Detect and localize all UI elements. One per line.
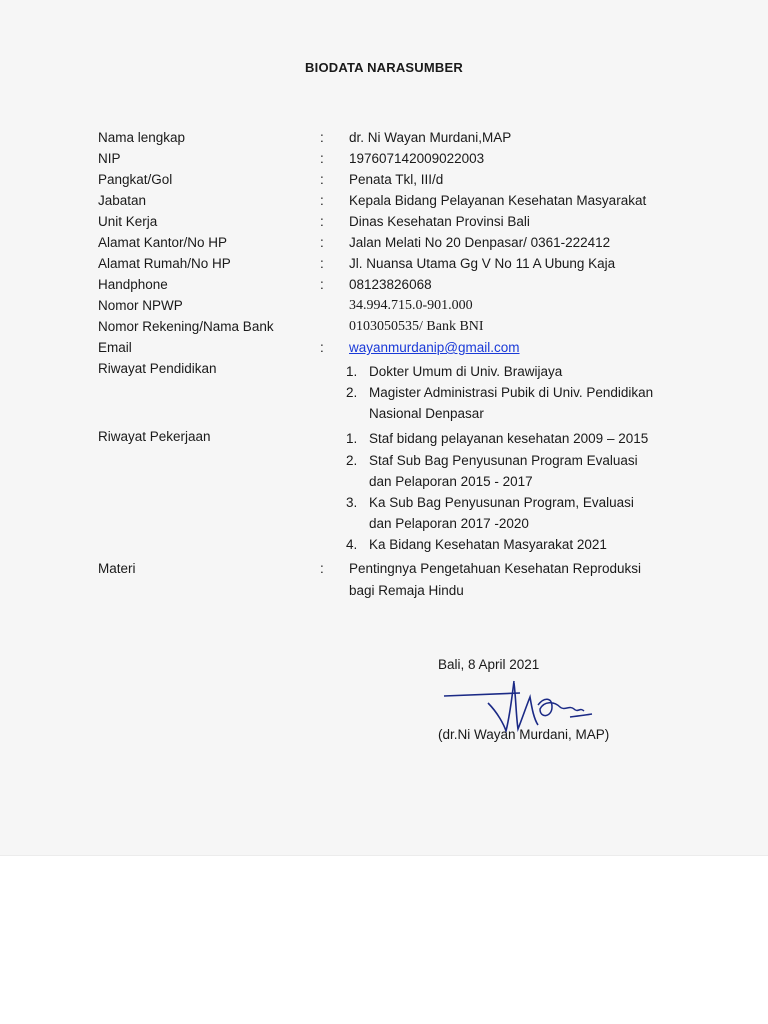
value-unit-kerja: Dinas Kesehatan Provinsi Bali — [349, 214, 530, 229]
pendidikan-item-2-line-1: Magister Administrasi Pubik di Univ. Pendidikan — [369, 385, 654, 400]
document-title: BIODATA NARASUMBER — [305, 60, 463, 75]
value-jabatan: Kepala Bidang Pelayanan Kesehatan Masyarakat — [349, 193, 647, 208]
label-materi: Materi — [98, 561, 136, 576]
pekerjaan-num-2: 2. — [346, 453, 358, 468]
pendidikan-item-2-line-2: Nasional Denpasar — [369, 406, 484, 421]
label-jabatan: Jabatan — [98, 193, 147, 208]
colon-nip: : — [320, 151, 324, 166]
pekerjaan-item-3-line-1: Ka Sub Bag Penyusunan Program, Evaluasi — [369, 495, 634, 510]
value-npwp: 34.994.715.0-901.000 — [349, 298, 473, 313]
colon-materi: : — [320, 561, 324, 576]
email-link[interactable]: wayanmurdanip@gmail.com — [349, 340, 520, 355]
pekerjaan-num-4: 4. — [346, 537, 358, 552]
colon-email: : — [320, 340, 324, 355]
pekerjaan-item-4-line-1: Ka Bidang Kesehatan Masyarakat 2021 — [369, 537, 607, 552]
pekerjaan-item-3-line-2: dan Pelaporan 2017 -2020 — [369, 516, 529, 531]
colon-alamat-kantor: : — [320, 235, 324, 250]
value-alamat-rumah: Jl. Nuansa Utama Gg V No 11 A Ubung Kaja — [349, 256, 616, 271]
pendidikan-num-2: 2. — [346, 385, 358, 400]
colon-handphone: : — [320, 277, 324, 292]
handwritten-signature — [440, 675, 600, 735]
label-riwayat-pendidikan: Riwayat Pendidikan — [98, 361, 217, 376]
label-alamat-rumah: Alamat Rumah/No HP — [98, 256, 231, 271]
pekerjaan-item-2-line-1: Staf Sub Bag Penyusunan Program Evaluasi — [369, 453, 638, 468]
pendidikan-num-1: 1. — [346, 364, 358, 379]
label-rekening: Nomor Rekening/Nama Bank — [98, 319, 274, 334]
label-handphone: Handphone — [98, 277, 168, 292]
value-alamat-kantor: Jalan Melati No 20 Denpasar/ 0361-222412 — [349, 235, 611, 250]
pekerjaan-item-2-line-2: dan Pelaporan 2015 - 2017 — [369, 474, 533, 489]
pekerjaan-item-1-line-1: Staf bidang pelayanan kesehatan 2009 – 2015 — [369, 431, 649, 446]
label-email: Email — [98, 340, 132, 355]
materi-line-1: Pentingnya Pengetahuan Kesehatan Reproduksi — [349, 561, 641, 576]
colon-alamat-rumah: : — [320, 256, 324, 271]
pendidikan-item-1-line-1: Dokter Umum di Univ. Brawijaya — [369, 364, 563, 379]
colon-unit-kerja: : — [320, 214, 324, 229]
pekerjaan-num-1: 1. — [346, 431, 358, 446]
value-nama: dr. Ni Wayan Murdani,MAP — [349, 130, 512, 145]
colon-jabatan: : — [320, 193, 324, 208]
sign-place-date: Bali, 8 April 2021 — [438, 657, 540, 672]
label-npwp: Nomor NPWP — [98, 298, 183, 313]
label-nama: Nama lengkap — [98, 130, 186, 145]
label-riwayat-pekerjaan: Riwayat Pekerjaan — [98, 429, 211, 444]
colon-nama: : — [320, 130, 324, 145]
pekerjaan-num-3: 3. — [346, 495, 358, 510]
label-pangkat: Pangkat/Gol — [98, 172, 173, 187]
label-nip: NIP — [98, 151, 121, 166]
colon-pangkat: : — [320, 172, 324, 187]
value-nip: 197607142009022003 — [349, 151, 485, 166]
label-alamat-kantor: Alamat Kantor/No HP — [98, 235, 228, 250]
materi-line-2: bagi Remaja Hindu — [349, 583, 464, 598]
value-handphone: 08123826068 — [349, 277, 432, 292]
value-rekening: 0103050535/ Bank BNI — [349, 319, 484, 334]
sign-name: (dr.Ni Wayan Murdani, MAP) — [438, 727, 610, 742]
value-pangkat: Penata Tkl, III/d — [349, 172, 444, 187]
label-unit-kerja: Unit Kerja — [98, 214, 158, 229]
